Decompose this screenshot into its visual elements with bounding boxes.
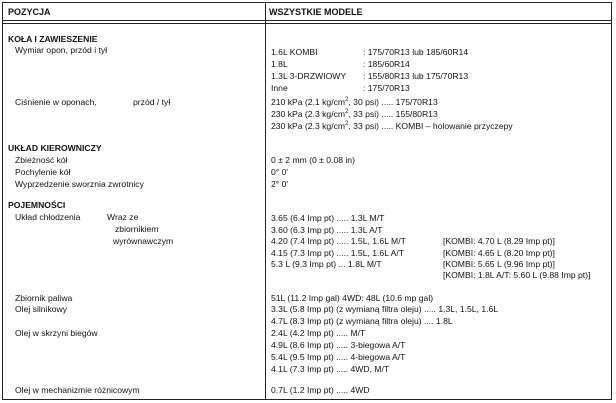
differential-oil-label: Olej w mechanizmie różnicowym [15, 385, 140, 395]
engine-oil-value: 4.7L (8.3 Imp pt) (z wymianą filtra oleju) .... 1.8L [271, 316, 453, 326]
column-divider [265, 3, 266, 399]
cooling-value: 3.65 (6.4 Imp pt) ..... 1.3L M/T [271, 213, 385, 223]
cooling-kombi: [KOMBI: 5.65 L (9.96 Imp pt)] [443, 259, 555, 269]
cooling-value: 4.20 (7.4 Imp pt) ..... 1.5L, 1.6L M/T [271, 236, 406, 246]
pressure-sub: przód / tył [133, 97, 171, 107]
gearbox-oil-value: 2.4L (4.2 Imp pt) ..... M/T [271, 328, 366, 338]
gearbox-oil-value: 4.9L (8.6 Imp pt) ..... 3-biegowa A/T [271, 340, 406, 350]
cooling-sub: Wraz ze [107, 212, 139, 222]
tire-model: Inne [271, 83, 288, 93]
section-title-wheels: KOŁA I ZAWIESZENIE [8, 34, 98, 44]
cooling-value: 5.3 L (9.3 Imp pt) ... 1.8L M/T [271, 259, 382, 269]
section-title-capacities: POJEMNOŚCI [8, 200, 66, 210]
cooling-value: 4.15 (7.3 Imp pt) ..... 1.5L, 1.6L A/T [271, 248, 404, 258]
fuel-tank-label: Zbiornik paliwa [15, 293, 73, 303]
tire-value: : 155/80R13 lub 175/70R13 [363, 71, 469, 81]
tire-value: : 175/70R13 lub 185/60R14 [363, 47, 469, 57]
spec-table [2, 2, 612, 400]
fuel-tank-value: 51L (11.2 Imp gal) 4WD: 48L (10.6 mp gal) [271, 293, 434, 303]
gearbox-oil-label: Olej w skrzyni biegów [15, 328, 98, 338]
cooling-kombi: [KOMBI: 1.8L A/T: 5.60 L (9.88 Imp pt)] [443, 270, 591, 280]
engine-oil-value: 3.3L (5.8 Imp pt) (z wymianą filtra oleju) ..... 1.3L, 1.5L, 1.6L [271, 304, 499, 314]
steering-value: 0° 0' [271, 167, 289, 177]
pressure-label: Ciśnienie w oponach, [15, 97, 97, 107]
tire-value: : 185/60R14 [363, 59, 410, 69]
tire-value: : 175/70R13 [363, 83, 410, 93]
header-position: POZYCJA [8, 7, 51, 17]
gearbox-oil-value: 4.1L (7.3 Imp pt) ..... 4WD, M/T [271, 364, 390, 374]
steering-label: Wyprzedzenie sworznia zwrotnicy [15, 179, 144, 189]
pressure-row: 230 kPa (2.3 $kg/cm^2$, 33 psi) ..... KOMBI – holowanie przyczepy [271, 121, 513, 131]
cooling-sub: zbiornikiem [115, 224, 159, 234]
steering-value: 2° 0' [271, 179, 289, 189]
cooling-kombi: [KOMBI: 4.70 L (8.29 Imp pt)] [443, 236, 555, 246]
tire-model: 1.8L [271, 59, 288, 69]
differential-oil-value: 0.7L (1.2 Imp pt) ..... 4WD [271, 385, 370, 395]
header-all-models: WSZYSTKIE MODELE [269, 7, 363, 17]
header-divider-double [3, 23, 611, 24]
cooling-sub: wyrównawczym [113, 236, 174, 246]
gearbox-oil-value: 5.4L (9.5 Imp pt) ..... 4-biegowa A/T [271, 352, 406, 362]
pressure-row: 210 kPa (2.1 $kg/cm^2$, 30 psi) ..... 175/70R13 [271, 97, 438, 107]
engine-oil-label: Olej silnikowy [15, 304, 68, 314]
cooling-label: Układ chłodzenia [15, 212, 81, 222]
steering-label: Pochylenie kół [15, 167, 71, 177]
tire-model: 1.6L KOMBI [271, 47, 318, 57]
cooling-value: 3.60 (6.3 Imp pt) ..... 1.3L A/T [271, 225, 383, 235]
pressure-row: 230 kPa (2.3 $kg/cm^2$, 33 psi) ..... 155/80R13 [271, 109, 438, 119]
tire-model: 1.3L 3-DRZWIOWY [271, 71, 347, 81]
header-divider [3, 20, 611, 21]
cooling-kombi: [KOMBI: 4.65 L (8.20 Imp pt)] [443, 248, 555, 258]
steering-label: Zbieżność kół [15, 155, 68, 165]
steering-value: 0 ± 2 mm (0 ± 0.08 in) [271, 155, 355, 165]
tire-size-label: Wymiar opon, przód i tył [15, 45, 108, 55]
section-title-steering: UKŁAD KIEROWNICZY [8, 143, 102, 153]
